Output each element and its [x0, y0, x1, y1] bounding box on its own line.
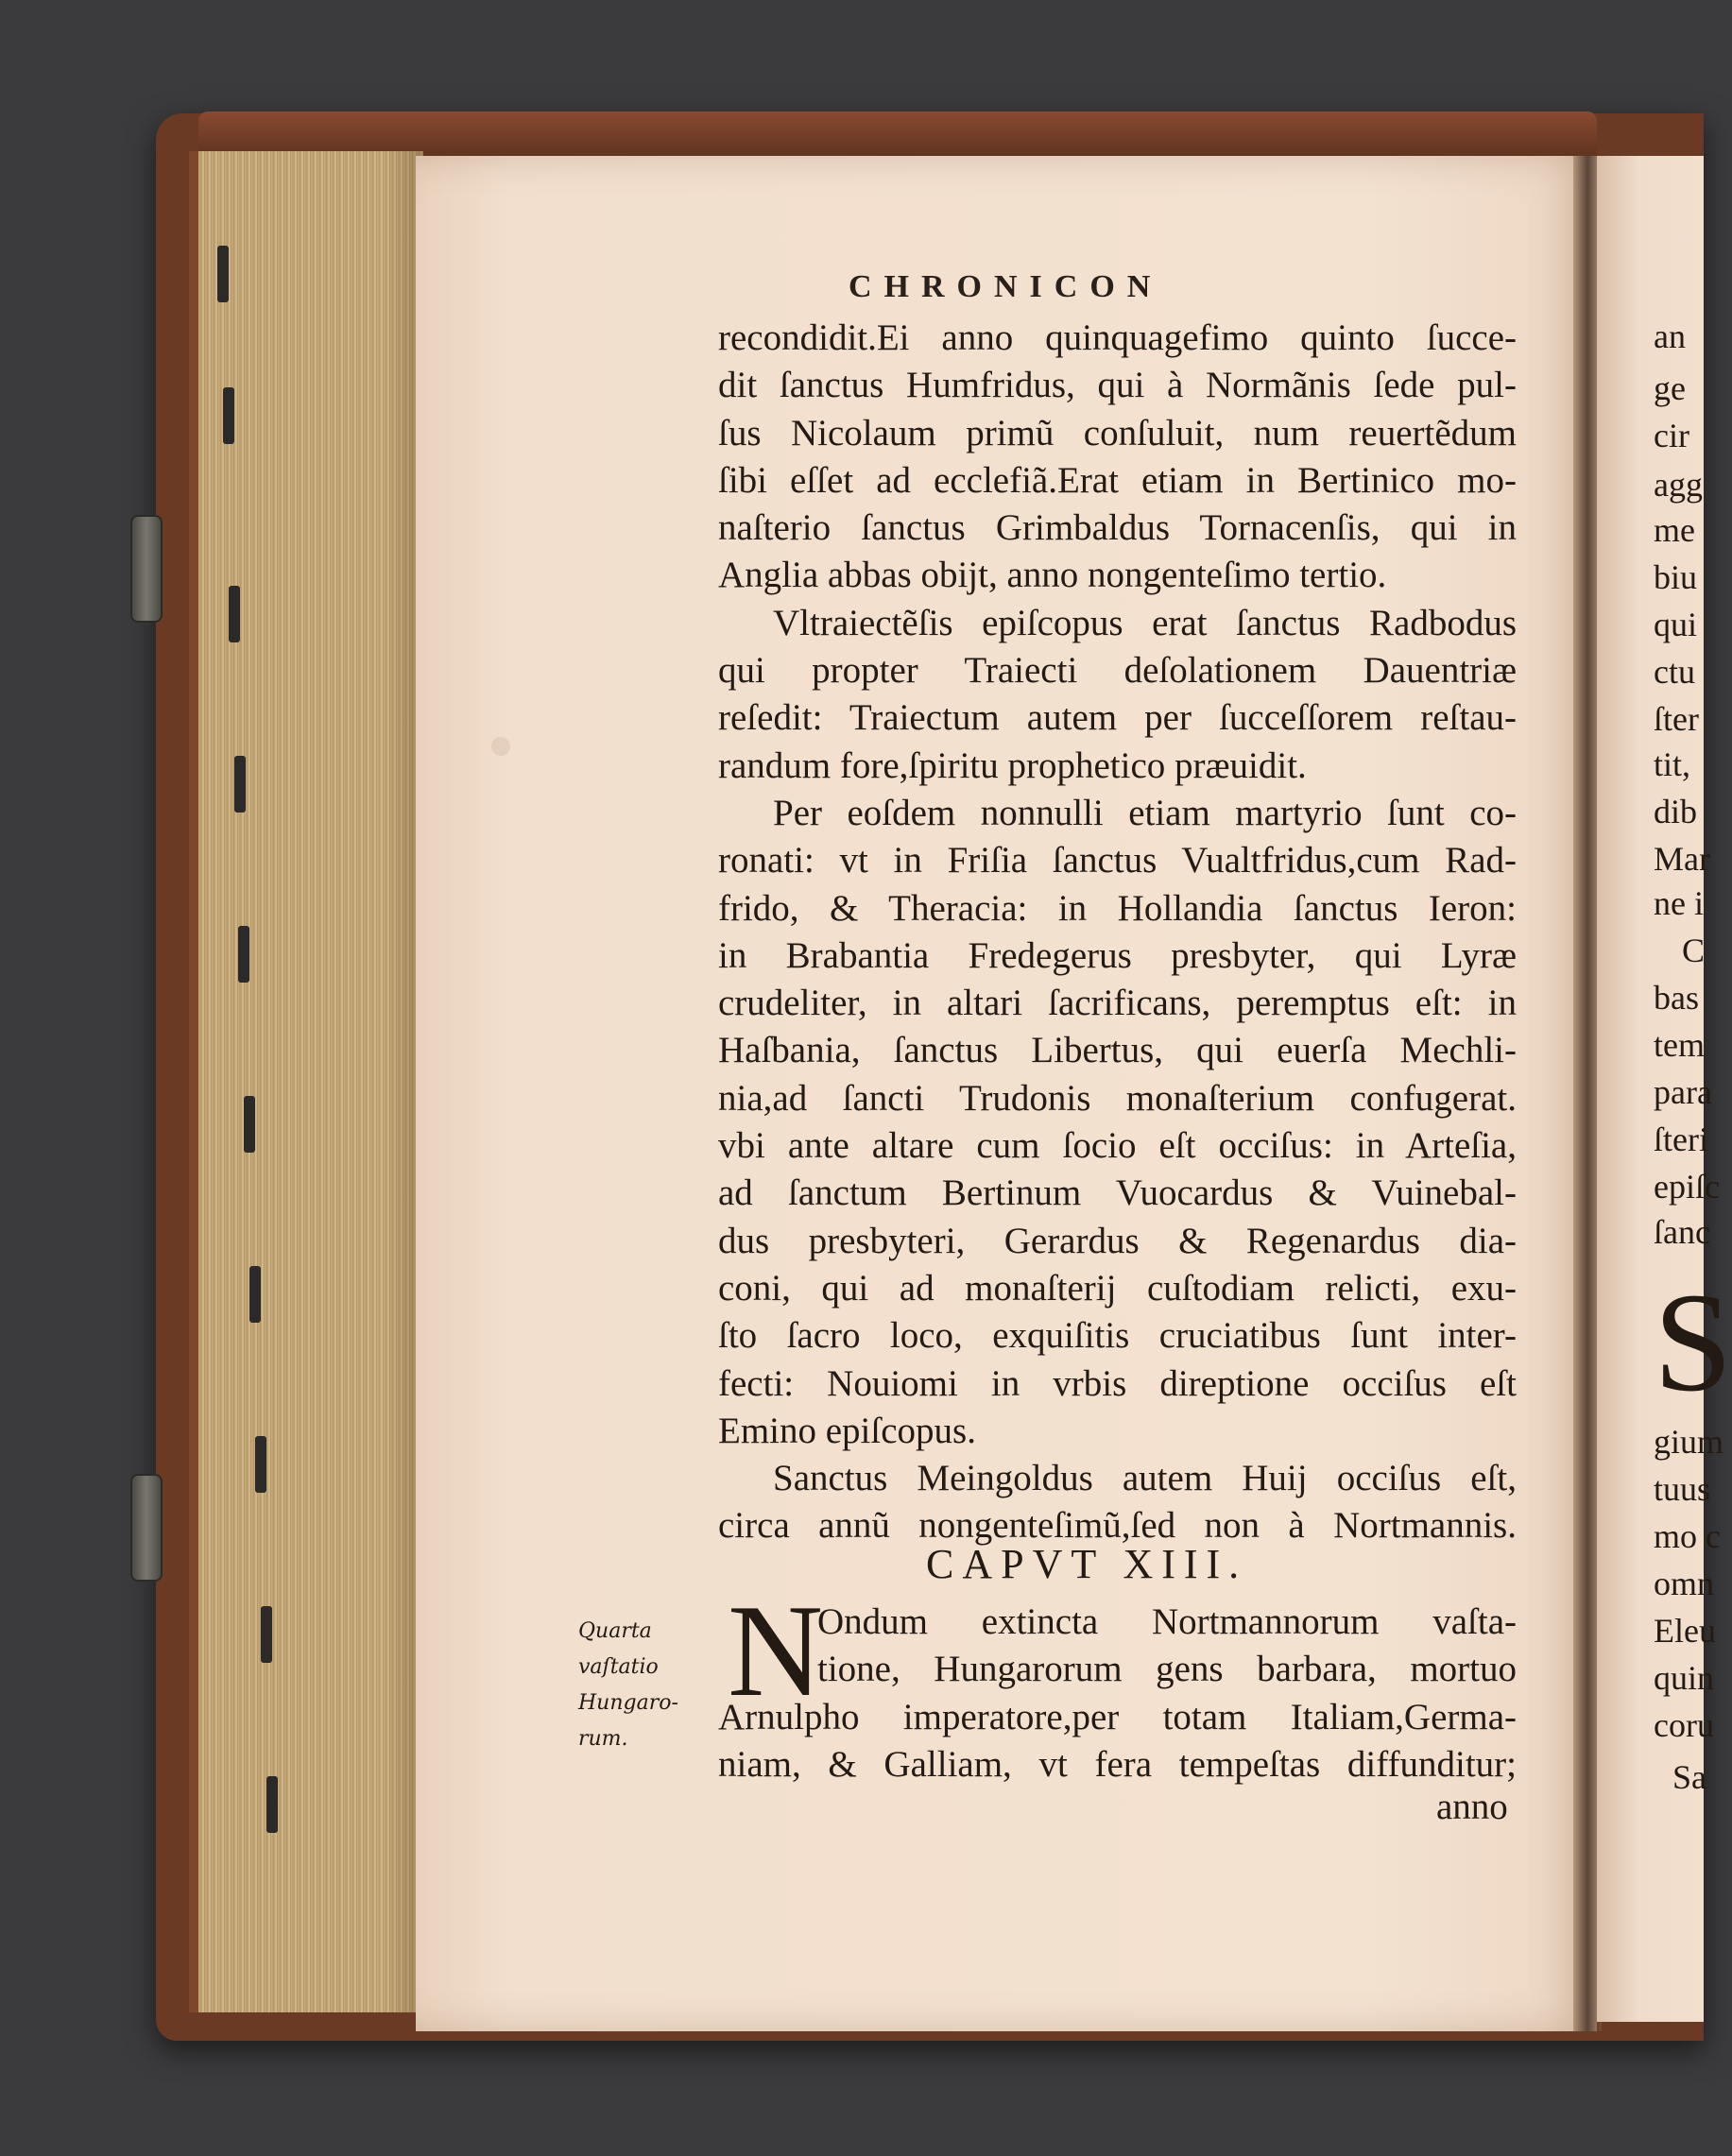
right-page-fragment: tit, — [1654, 745, 1691, 783]
text-line: Ondum extincta Nortmannorum vaſta- — [817, 1601, 1517, 1642]
index-tab — [234, 756, 246, 813]
text-line: coni, qui ad monaſterij cuſtodiam relicti, exu- — [718, 1267, 1517, 1309]
right-page-fragment: tuus — [1654, 1470, 1711, 1508]
right-page-dropcap: S — [1654, 1264, 1732, 1421]
text-line: fecti: Nouiomi in vrbis direptione occiſus eſt — [718, 1362, 1517, 1404]
clasp-lower — [130, 1474, 163, 1582]
text-line: ſus Nicolaum primũ conſuluit, num reuertẽdum — [718, 412, 1517, 453]
right-page-fragment: tem — [1654, 1026, 1705, 1064]
right-page-fragment: ge — [1654, 369, 1686, 407]
right-page-fragment: para — [1654, 1073, 1712, 1111]
index-tab — [261, 1606, 272, 1663]
right-page-fragment: ſanc — [1654, 1213, 1710, 1251]
right-page-fragment: ſteri — [1654, 1121, 1708, 1158]
text-line: Vltraiectẽſis epiſcopus erat ſanctus Radbodus — [773, 602, 1517, 643]
text-line: tione, Hungarorum gens barbara, mortuo — [817, 1649, 1517, 1690]
text-line: randum fore,ſpiritu prophetico præuidit. — [718, 744, 1307, 786]
right-page-fragment: dib — [1654, 793, 1698, 830]
index-tab — [255, 1436, 266, 1493]
marginal-note-line: vaſtatio — [578, 1655, 659, 1679]
right-page-fragment: Eleu — [1654, 1612, 1716, 1650]
catchword: anno — [1436, 1787, 1508, 1827]
right-page-fragment: an — [1654, 317, 1686, 355]
text-line: Arnulpho imperatore,per totam Italiam,Germa- — [718, 1697, 1517, 1737]
right-page-fragment: me — [1654, 511, 1695, 549]
right-page-fragment: ne i — [1654, 884, 1704, 922]
text-line: qui propter Traiecti deſolationem Dauentriæ — [718, 650, 1517, 692]
index-tab — [238, 926, 249, 983]
text-line: Emino epiſcopus. — [718, 1410, 976, 1451]
text-line: Per eoſdem nonnulli etiam martyrio ſunt co- — [773, 792, 1517, 833]
text-line: crudeliter, in altari ſacrificans, peremptus eſt: in — [718, 983, 1517, 1024]
right-page-fragment: bas — [1654, 979, 1699, 1017]
text-line: ad ſanctum Bertinum Vuocardus & Vuinebal- — [718, 1172, 1517, 1214]
text-line: niam, & Galliam, vt fera tempeſtas diffunditur; — [718, 1744, 1517, 1786]
text-line: ronati: vt in Friſia ſanctus Vualtfridus,cum Rad- — [718, 840, 1517, 881]
right-page-fragment: epiſc — [1654, 1168, 1720, 1206]
drop-capital: N — [728, 1578, 824, 1724]
text-line: nia,ad ſancti Trudonis monaſterium confugerat. — [718, 1077, 1517, 1119]
text-line: dit ſanctus Humfridus, qui à Normãnis ſede pul- — [718, 365, 1517, 406]
right-page-fragment: gium — [1654, 1423, 1724, 1461]
clasp-upper — [130, 515, 163, 623]
chapter-text — [718, 1694, 1517, 1789]
text-line: ſibi eſſet ad ecclefiã.Erat etiam in Bertinico mo- — [718, 459, 1517, 501]
page-stain — [491, 737, 510, 756]
index-tab — [266, 1776, 278, 1833]
right-page-fragment: biu — [1654, 558, 1698, 596]
right-page-fragment: Sa — [1672, 1758, 1706, 1796]
text-line: frido, & Theracia: in Hollandia ſanctus Ieron: — [718, 887, 1517, 929]
index-tab — [249, 1266, 261, 1323]
text-line: in Brabantia Fredegerus presbyter, qui Lyræ — [718, 934, 1517, 976]
right-page-fragment: ctu — [1654, 653, 1695, 691]
right-page-fragment: omn — [1654, 1565, 1715, 1602]
text-line: naſterio ſanctus Grimbaldus Tornacenſis, qui in — [718, 507, 1517, 549]
index-tab — [244, 1096, 255, 1153]
chapter-heading: CAPVT XIII. — [926, 1541, 1248, 1587]
right-page-fragment: cir — [1654, 417, 1689, 454]
index-tab — [217, 246, 229, 302]
text-line: vbi ante altare cum ſocio eſt occiſus: in Arteſia, — [718, 1125, 1517, 1167]
running-head: CHRONICON — [849, 269, 1163, 304]
text-line: Sanctus Meingoldus autem Huij occiſus eſt, — [773, 1458, 1517, 1499]
text-line: Haſbania, ſanctus Libertus, qui euerſa Mechli- — [718, 1030, 1517, 1071]
right-page-fragment: C — [1682, 932, 1706, 969]
right-page-fragment: Mar — [1654, 840, 1710, 878]
marginal-note-line: Quarta — [578, 1619, 652, 1643]
text-line: circa annũ nongenteſimũ,ſed non à Nortmannis. — [718, 1505, 1517, 1547]
body-text — [718, 315, 1517, 1550]
text-line: Anglia abbas obijt, anno nongenteſimo tertio. — [718, 555, 1387, 596]
text-line: recondidit.Ei anno quinquagefimo quinto ſucce- — [718, 317, 1517, 358]
index-tab — [223, 387, 234, 444]
right-page-fragment: qui — [1654, 606, 1698, 643]
text-line: reſedit: Traiectum autem per ſucceſſorem reſtau- — [718, 697, 1517, 739]
marginal-note-line: rum. — [578, 1727, 628, 1751]
marginal-note-line: Hungaro- — [578, 1691, 678, 1715]
text-line: dus presbyteri, Gerardus & Regenardus dia- — [718, 1220, 1517, 1261]
right-page-fragment: mo c — [1654, 1517, 1721, 1555]
text-line: ſto ſacro loco, exquiſitis cruciatibus ſunt inter- — [718, 1315, 1517, 1357]
right-page-fragment: quin — [1654, 1659, 1715, 1697]
marginal-note — [578, 1614, 720, 1757]
right-page-fragment: coru — [1654, 1706, 1714, 1744]
index-tab — [229, 586, 240, 642]
right-page-fragment: ſter — [1654, 700, 1699, 738]
right-page-fragment: agg — [1654, 466, 1703, 504]
chapter-text-indented — [817, 1599, 1517, 1694]
